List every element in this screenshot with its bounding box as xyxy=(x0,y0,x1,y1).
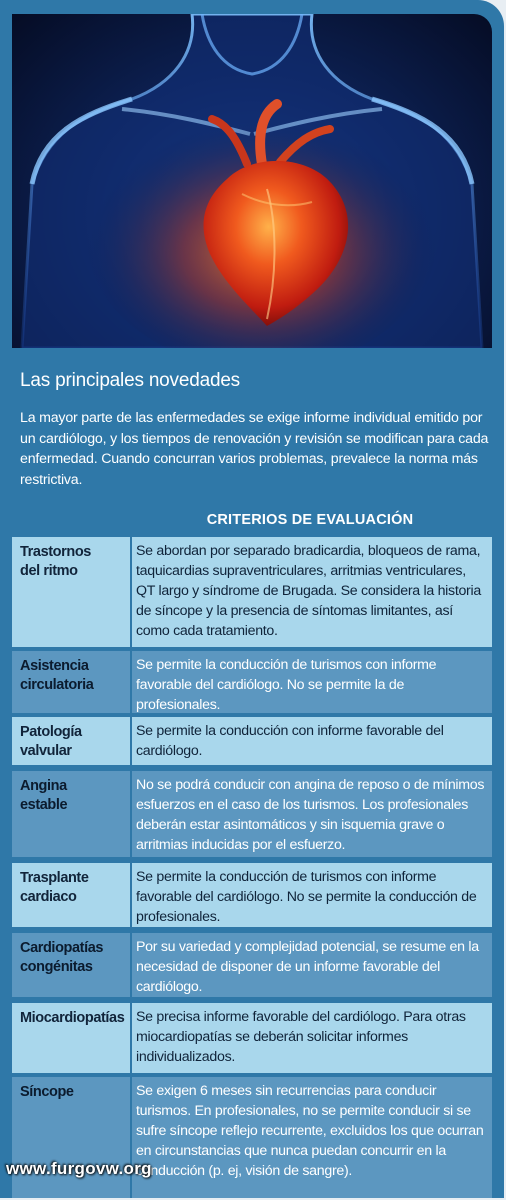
table-row xyxy=(12,933,492,997)
table-row xyxy=(12,771,492,857)
table-row xyxy=(12,1003,492,1073)
row-name: Trasplante cardiaco xyxy=(20,870,89,905)
row-name: Miocardiopatías xyxy=(20,1010,125,1026)
heart-illustration xyxy=(12,14,492,348)
table-row xyxy=(12,537,492,647)
heart-illustration-graphic xyxy=(12,14,492,348)
row-name: Trastornos del ritmo xyxy=(20,544,91,579)
row-name: Asistencia circulatoria xyxy=(20,658,94,693)
table-row xyxy=(12,863,492,927)
row-description: Se permite la conducción de turismos con informe favorable del cardiólogo. No se permite la de profesionales. xyxy=(136,657,437,713)
row-description: Se exigen 6 meses sin recurrencias para conducir turismos. En profesionales, no se permite conducir si se sufre síncope reflejo recurrente, excluidos los que ocurran en circunstancias que nunca puedan concurrir en la conducción (p. ej, visión de sangre). xyxy=(136,1083,484,1179)
watermark: www.furgovw.org xyxy=(6,1159,152,1178)
table-row xyxy=(12,1077,492,1198)
row-name: Síncope xyxy=(20,1084,74,1100)
row-description: Se permite la conducción con informe favorable del cardiólogo. xyxy=(136,723,444,759)
row-name: Angina estable xyxy=(20,778,68,813)
row-name: Cardiopatías congénitas xyxy=(20,940,104,975)
intro-paragraph: La mayor parte de las enfermedades se exige informe individual emitido por un cardiólogo, y los tiempos de renovación y revisión se modifican para cada enfermedad. Cuando concurran varios problemas, prevalece la norma más restrictiva. xyxy=(20,410,489,488)
criteria-heading: CRITERIOS DE EVALUACIÓN xyxy=(206,512,414,528)
row-description: Se permite la conducción de turismos con informe favorable del cardiólogo. No se permite la conducción de profesionales. xyxy=(136,869,477,925)
table-row xyxy=(12,651,492,713)
row-description: Por su variedad y complejidad potencial, se resume en la necesidad de disponer de un informe favorable del cardiólogo. xyxy=(136,939,479,995)
row-description: Se abordan por separado bradicardia, bloqueos de rama, taquicardias supraventriculares, arritmias ventriculares, QT largo y síndrome de Brugada. Se considera la historia de síncope y la presencia de síntomas limitantes, así como cada tratamiento. xyxy=(136,543,481,639)
row-description: Se precisa informe favorable del cardiólogo. Para otras miocardiopatías se deberán solicitar informes individualizados. xyxy=(136,1009,466,1065)
section-title: Las principales novedades xyxy=(20,370,240,391)
table-row xyxy=(12,717,492,765)
row-name: Patología valvular xyxy=(20,724,82,759)
row-description: No se podrá conducir con angina de reposo o de mínimos esfuerzos en el caso de los turismos. Los profesionales deberán estar asintomáticos y sin isquemia grave o arritmias inducidas por el esfuerzo. xyxy=(136,777,485,853)
